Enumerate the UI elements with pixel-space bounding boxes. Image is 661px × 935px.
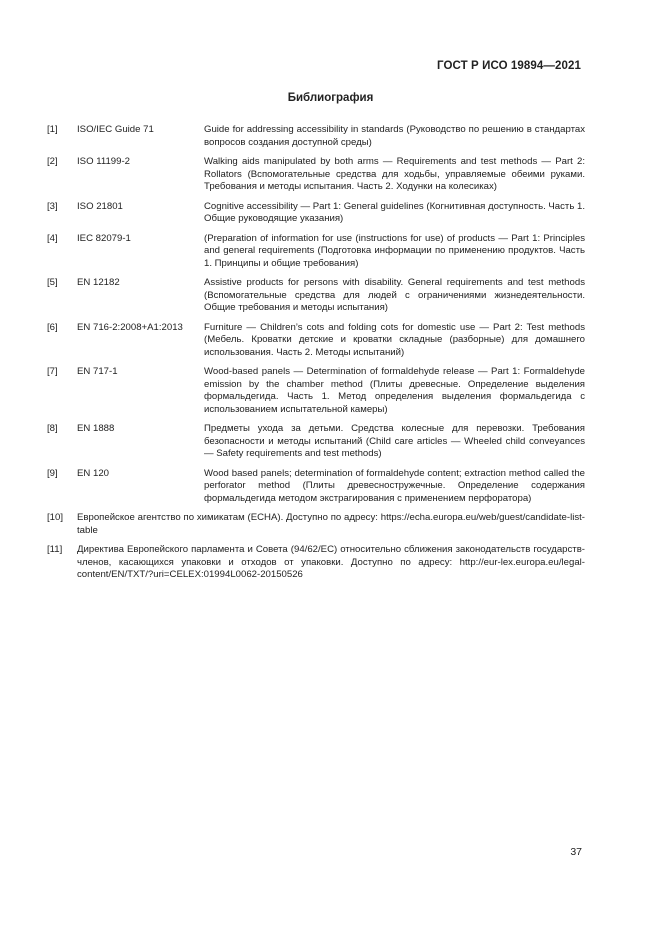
- page-number: 37: [570, 846, 582, 858]
- reference-entry: [47, 322, 585, 360]
- bibliography-list: [47, 124, 585, 582]
- document-header: ГОСТ Р ИСО 19894—2021: [436, 60, 581, 72]
- reference-code: ISO 11199-2: [77, 156, 130, 167]
- reference-entry: [47, 366, 585, 416]
- reference-entry: [47, 277, 585, 315]
- reference-description: Wood-based panels — Determination of formaldehyde release — Part 1: Formaldehyde emission by the chamber method (Плиты древесные. Определение выделения формальдегида. Часть 1. Метод определения выделения формальдегида с использованием испытательной камеры): [204, 366, 585, 415]
- reference-description: Cognitive accessibility — Part 1: General guidelines (Когнитивная доступность. Часть 1. Общие руководящие указания): [204, 200, 585, 224]
- reference-code: IEC 82079-1: [77, 232, 131, 244]
- reference-code: EN 717-1: [77, 366, 118, 377]
- reference-number: [7]: [47, 366, 58, 377]
- reference-code: EN 12182: [77, 277, 120, 288]
- reference-code: EN 120: [77, 467, 109, 479]
- reference-description: Walking aids manipulated by both arms — Requirements and test methods — Part 2: Rollators (Вспомогательные средства для ходьбы, управляемые обеими руками. Требования и методы испытания. Часть 2. Ходунки на колесиках): [204, 156, 585, 192]
- reference-description: Директива Европейского парламента и Совета (94/62/ЕС) относительно сближения законодательств государств-членов, касающихся упаковки и отходов от упаковки. Доступно по адресу: http://eur-lex.europa.eu/legal-content/EN/TXT/?uri=CELEX:01994L0062-20150526: [77, 544, 585, 580]
- reference-number: [6]: [47, 321, 58, 333]
- reference-number: [9]: [47, 467, 58, 479]
- reference-description: Европейское агентство по химикатам (ECHA). Доступно по адресу: https://echa.europa.eu/web/guest/candidate-list-table: [77, 512, 585, 536]
- reference-description: Furniture — Children’s cots and folding cots for domestic use — Part 2: Test methods (Мебель. Кроватки детские и кроватки складные (разборные) для домашнего использования. Часть 2. Методы испытаний): [204, 321, 585, 358]
- reference-entry: [47, 124, 585, 149]
- reference-entry: [47, 201, 585, 226]
- reference-entry: [47, 156, 585, 194]
- reference-number: [1]: [47, 124, 58, 135]
- reference-entry: [47, 544, 585, 582]
- reference-number: [11]: [47, 544, 63, 555]
- reference-description: Предметы ухода за детьми. Средства колесные для перевозки. Требования безопасности и методы испытаний (Child care articles — Wheeled child conveyances — Safety requirements and test methods): [204, 423, 585, 459]
- reference-description: Guide for addressing accessibility in standards (Руководство по решению в стандартах вопросов создания доступной среды): [204, 124, 585, 148]
- reference-code: ISO/IEC Guide 71: [77, 124, 154, 135]
- reference-code: EN 716-2:2008+A1:2013: [77, 321, 183, 333]
- reference-entry: [47, 512, 585, 537]
- reference-description: Assistive products for persons with disability. General requirements and test methods (Вспомогательные средства для людей с ограничениями жизнедеятельности. Общие требования и методы испытания): [204, 277, 585, 313]
- reference-number: [10]: [47, 512, 64, 523]
- reference-number: [5]: [47, 277, 58, 288]
- reference-number: [8]: [47, 423, 58, 434]
- bibliography-title: Библиография: [287, 92, 374, 104]
- reference-code: EN 1888: [77, 423, 115, 434]
- reference-description: Wood based panels; determination of formaldehyde content; extraction method called the perforator method (Плиты древесностружечные. Определение содержания формальдегида методом экстрагирования с применением перфоратора): [204, 467, 585, 504]
- reference-description: (Preparation of information for use (instructions for use) of products — Part 1: Principles and general requirements (Подготовка информации по применению продуктов. Часть 1. Принципы и общие требования): [204, 232, 585, 269]
- reference-number: [4]: [47, 232, 58, 244]
- reference-code: ISO 21801: [77, 200, 123, 212]
- reference-entry: [47, 423, 585, 461]
- reference-entry: [47, 468, 585, 506]
- reference-entry: [47, 233, 585, 271]
- reference-number: [3]: [47, 200, 58, 212]
- reference-number: [2]: [47, 156, 58, 167]
